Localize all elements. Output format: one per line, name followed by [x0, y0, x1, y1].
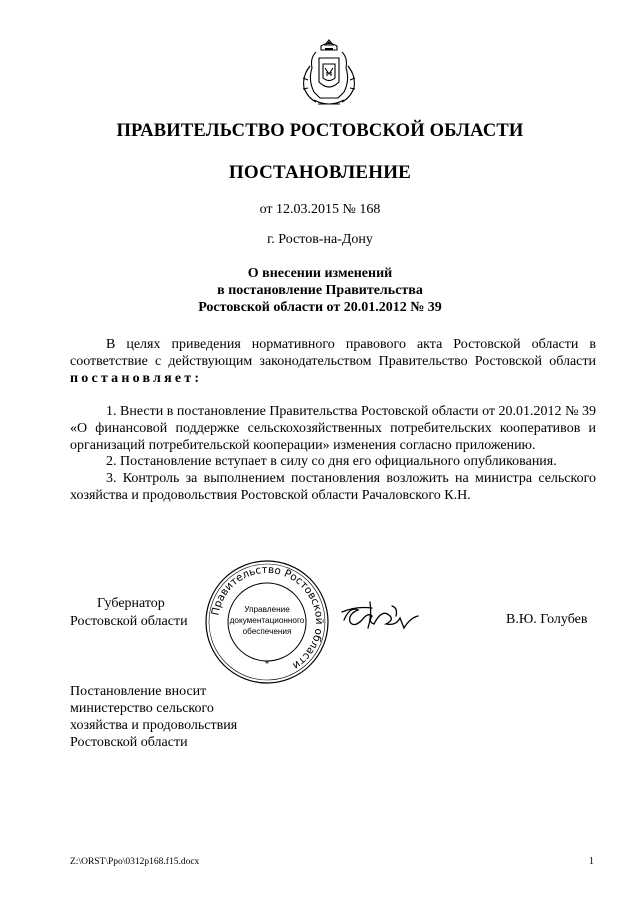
preamble-paragraph [70, 337, 596, 387]
note-line: Ростовской области [70, 735, 188, 750]
document-type-title: ПОСТАНОВЛЕНИЕ [228, 162, 412, 183]
note-line: министерство сельского [70, 701, 214, 716]
decree-item: 1. Внести в постановление Правительства Ростовской области от 20.01.2012 № 39 «О финансовой поддержке сельскохозяйственных потребительских кооперативов и организаций потребительской кооперации» изменения согласно приложению. [70, 404, 596, 453]
handwritten-signature [340, 598, 426, 634]
document-city: г. Ростов-на-Дону [267, 232, 373, 247]
note-line: хозяйства и продовольствия [70, 718, 238, 733]
coat-of-arms-emblem [296, 36, 362, 110]
official-stamp [204, 559, 330, 685]
signatory-name: В.Ю. Голубев [506, 612, 588, 627]
stamp-inner-line: Управление [244, 605, 290, 614]
signatory-position [70, 595, 188, 631]
subject-line: в постановление Правительства [217, 283, 423, 298]
decree-verb: постановляет: [70, 370, 203, 386]
position-line: Ростовской области [70, 614, 188, 629]
stamp-ring-text: Правительство Ростовской области [209, 563, 326, 672]
submission-note [70, 683, 237, 751]
stamp-inner-line: документационного [229, 616, 305, 625]
decree-items [70, 404, 596, 505]
subject-line: О внесении изменений [247, 266, 393, 281]
subject-line: Ростовской области от 20.01.2012 № 39 [198, 300, 442, 315]
decree-item: 3. Контроль за выполнением постановления возложить на министра сельского хозяйства и продовольствия Ростовской области Рачаловского К.Н. [70, 471, 596, 503]
document-subject [0, 265, 640, 316]
stamp-inner-line: обеспечения [242, 627, 292, 636]
document-date-number: от 12.03.2015 № 168 [259, 202, 381, 217]
decree-item: 2. Постановление вступает в силу со дня его официального опубликования. [106, 454, 557, 470]
government-title: ПРАВИТЕЛЬСТВО РОСТОВСКОЙ ОБЛАСТИ [116, 121, 524, 141]
page-number: 1 [589, 856, 594, 867]
stamp-star-icon: * [264, 659, 270, 669]
preamble-text: В целях приведения нормативного правового акта Ростовской области в соответствие с действующим законодательством Правительство Ростовской области [70, 337, 596, 369]
note-line: Постановление вносит [70, 684, 207, 699]
position-line: Губернатор [97, 596, 165, 611]
file-path: Z:\ORST\Ppo\0312p168.f15.docx [70, 857, 200, 867]
